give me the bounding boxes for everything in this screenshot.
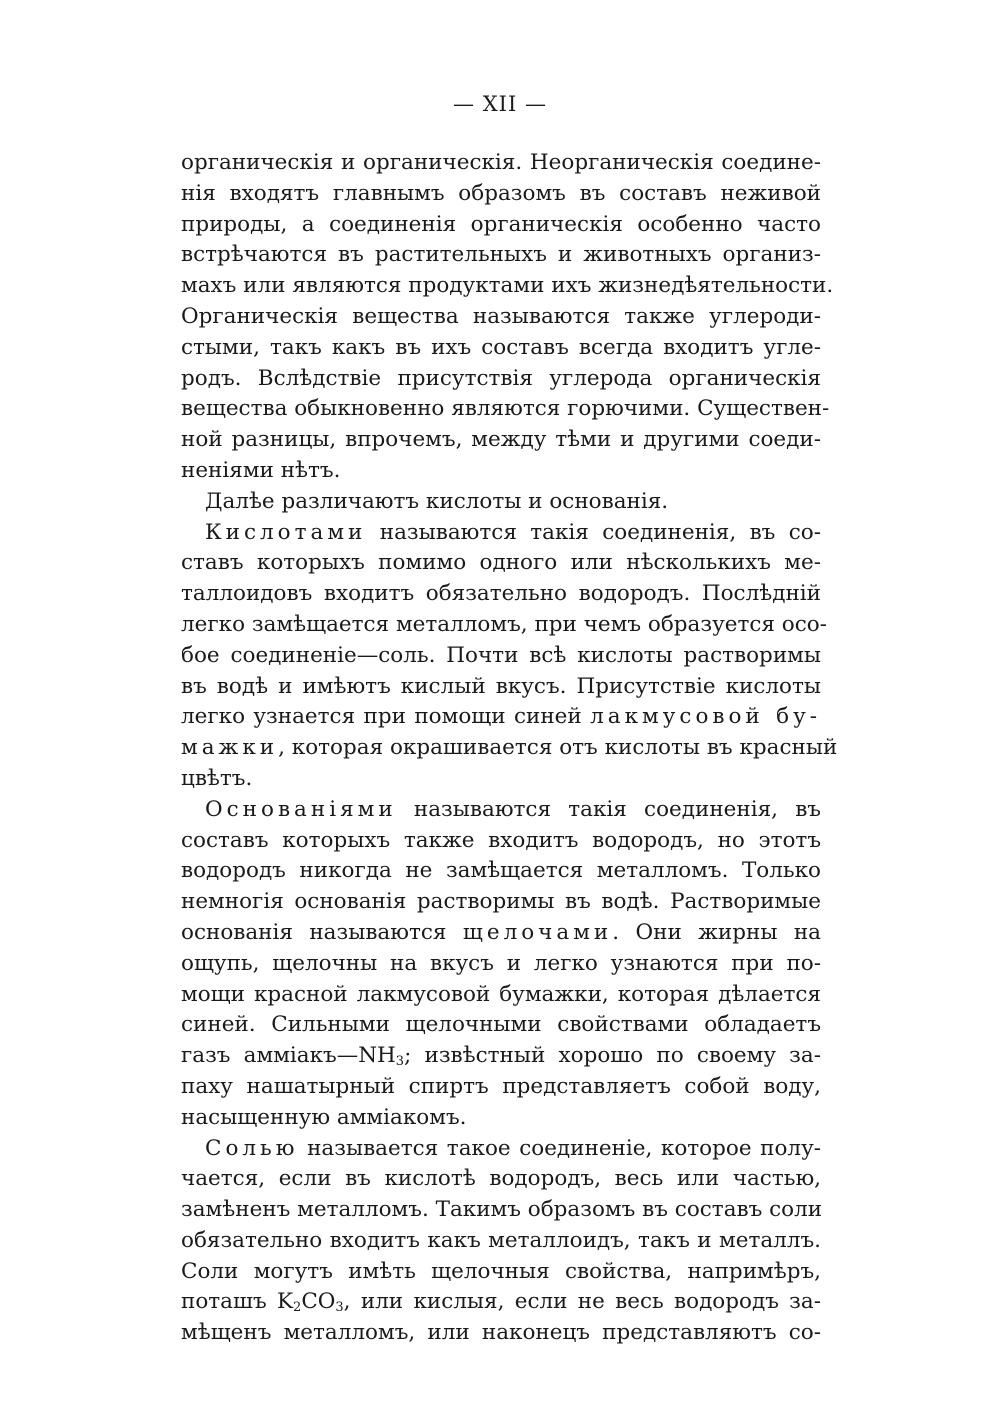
text-fragment: CO [301, 1289, 336, 1315]
text-line [181, 1287, 821, 1318]
page-number: — XII — [453, 92, 547, 116]
body-text [181, 148, 838, 1349]
text-line [181, 1041, 821, 1072]
text-fragment: легко узнается при помощи синей [181, 704, 591, 730]
text-line: ставъ которыхъ помимо одного или нѣсколькихъ ме- [181, 550, 821, 576]
text-line: мѣщенъ металломъ, или наконецъ представляютъ со- [181, 1320, 821, 1346]
text-line: чается, если въ кислотѣ водородъ, весь или частью, [181, 1166, 821, 1192]
text-fragment: . Они жирны на [612, 919, 821, 945]
text-fragment: основанія называются [181, 919, 463, 945]
text-line: въ водѣ и имѣютъ кислый вкусъ. Присутствіе кислоты [181, 673, 821, 699]
text-fragment: ; извѣстный хорошо по своему за- [404, 1043, 821, 1069]
text-fragment: , или кислыя, если не весь водородъ за- [343, 1289, 821, 1315]
text-line: насыщенную амміакомъ. [181, 1104, 467, 1130]
text-line: Органическія вещества называются также углероди- [181, 303, 821, 329]
text-line: махъ или являются продуктами ихъ жизнедѣятельности. [181, 273, 834, 299]
term-paper: мажки [181, 735, 279, 761]
text-line: мощи красной лакмусовой бумажки, которая дѣлается [181, 981, 821, 1007]
text-line [181, 702, 821, 733]
term-salt: Солью [205, 1135, 299, 1161]
text-fragment: называются такія соединенія, въ со- [366, 519, 821, 545]
text-line [181, 795, 821, 826]
text-fragment: поташъ K [181, 1289, 294, 1315]
subscript: 2 [293, 1300, 302, 1316]
subscript: 3 [395, 1054, 405, 1070]
subscript: 3 [335, 1300, 344, 1316]
text-line: бое соединеніе—соль. Почти всѣ кислоты растворимы [181, 642, 821, 668]
text-line [181, 918, 821, 949]
text-line: легко замѣщается металломъ, при чемъ образуется осо- [181, 611, 827, 637]
term-alkalis: щелочами [462, 919, 613, 945]
text-line: обязательно входитъ какъ металлоидъ, такъ и металлъ. [181, 1227, 821, 1253]
text-line: ощупь, щелочны на вкусъ и легко узнаются при по- [181, 950, 821, 976]
text-line: ной разницы, впрочемъ, между тѣми и другими соеди- [181, 427, 821, 453]
text-line: замѣненъ металломъ. Такимъ образомъ въ составъ соли [181, 1197, 823, 1223]
term-bases: Основаніями [205, 796, 397, 822]
term-acids: Кислотами [205, 519, 367, 545]
text-line: цвѣтъ. [181, 765, 253, 791]
text-line: органическія и органическія. Неорганическія соедине- [181, 150, 821, 175]
text-line: встрѣчаются въ растительныхъ и животныхъ организ- [181, 242, 821, 268]
text-line [181, 518, 821, 549]
text-line: немногія основанія растворимы въ водѣ. Растворимые [181, 889, 821, 915]
text-line: составъ которыхъ также входитъ водородъ, но этотъ [181, 827, 821, 853]
text-line [181, 1134, 821, 1165]
text-line: вещества обыкновенно являются горючими. Существен- [181, 396, 830, 422]
text-fragment: , которая окрашивается отъ кислоты въ красный [278, 735, 838, 761]
text-fragment: называется такое соединеніе, которое полу- [298, 1135, 821, 1161]
text-line: неніями нѣтъ. [181, 457, 341, 483]
text-line: Соли могутъ имѣть щелочныя свойства, напримѣръ, [181, 1258, 821, 1284]
text-line: стыми, такъ какъ въ ихъ составъ всегда входитъ угле- [181, 334, 821, 360]
text-line: синей. Сильными щелочными свойствами обладаетъ [181, 1012, 821, 1038]
text-line: Далѣе различаютъ кислоты и основанія. [205, 488, 669, 514]
text-line: нія входятъ главнымъ образомъ въ составъ неживой [181, 180, 821, 206]
text-fragment: газъ амміакъ—NH [181, 1043, 396, 1069]
text-line: природы, а соединенія органическія особенно часто [181, 211, 821, 237]
text-line: таллоидовъ входитъ обязательно водородъ. Послѣдній [181, 581, 821, 607]
text-line: родъ. Вслѣдствіе присутствія углерода органическія [181, 365, 821, 391]
term-litmus: лакмусовой бу- [590, 704, 821, 730]
text-line: водородъ никогда не замѣщается металломъ. Только [181, 858, 821, 884]
text-line: паху нашатырный спиртъ представляетъ собой воду, [181, 1073, 821, 1099]
text-fragment: называются такія соединенія, въ [396, 796, 821, 822]
text-line [181, 733, 838, 764]
